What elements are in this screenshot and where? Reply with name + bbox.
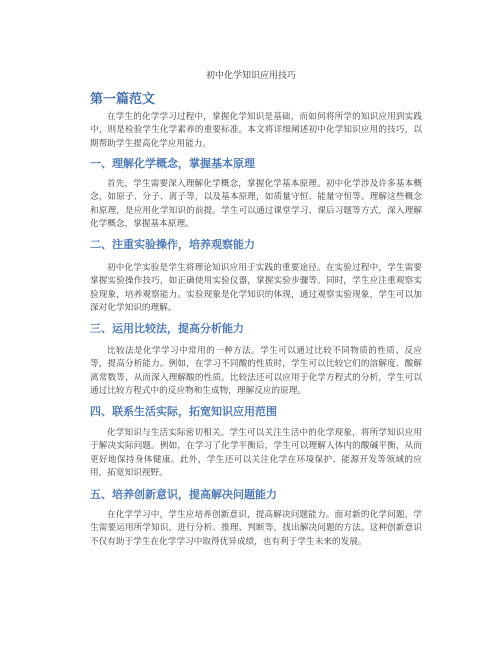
chapter-heading: 第一篇范文: [90, 92, 156, 107]
document-title: 初中化学知识应用技巧: [205, 71, 296, 81]
section-body-5: 在化学学习中，学生应培养创新意识，提高解决问题能力。面对新的化学问题，学生需要运用所学知识，进行分析、推理、判断等，找出解决问题的方法。这种创新意识不仅有助于学生在化学学习中取得优异成绩，也有利于学生未来的发展。: [90, 510, 422, 547]
intro-paragraph: 在学生的化学学习过程中，掌握化学知识是基础，而如何将所学的知识应用到实践中，则是检验学生化学素养的重要标准。本文将详细阐述初中化学知识应用的技巧，以期帮助学生提高化学应用能力。: [90, 112, 422, 149]
section-body-1: 首先，学生需要深入理解化学概念，掌握化学基本原理。初中化学涉及许多基本概念，如原子、分子、离子等，以及基本原理，如质量守恒、能量守恒等。理解这些概念和原理，是应用化学知识的前提。学生可以通过课堂学习、课后习题等方式，深入理解化学概念，掌握基本原理。: [90, 179, 422, 230]
section-heading-3: 三、运用比较法，提高分析能力: [90, 322, 244, 335]
section-body-4: 化学知识与生活实际密切相关。学生可以关注生活中的化学现象，将所学知识应用于解决实际问题。例如，在学习了化学平衡后，学生可以理解人体内的酸碱平衡，从而更好地保持身体健康。此外，学生还可以关注化学在环境保护、能源开发等领域的应用，拓宽知识视野。: [90, 428, 422, 479]
section-heading-2: 二、注重实验操作，培养观察能力: [90, 238, 255, 251]
section-heading-4: 四、联系生活实际，拓宽知识应用范围: [90, 405, 277, 418]
section-body-2: 初中化学实验是学生将理论知识应用于实践的重要途径。在实验过程中，学生需要掌握实验操作技巧，如正确使用实验仪器，掌握实验步骤等。同时，学生应注重观察实验现象，培养观察能力。实验现象是化学知识的体现，通过观察实验现象，学生可以加深对化学知识的理解。: [90, 263, 422, 314]
section-heading-1: 一、理解化学概念，掌握基本原理: [90, 157, 255, 170]
section-body-3: 比较法是化学学习中常用的一种方法。学生可以通过比较不同物质的性质、反应等，提高分析能力。例如，在学习不同酸的性质时，学生可以比较它们的溶解度、酸解离常数等，从而深入理解酸的性质。比较法还可以应用于化学方程式的分析，学生可以通过比较方程式中的反应物和生成物，理解反应的原理。: [90, 346, 422, 397]
section-heading-5: 五、培养创新意识，提高解决问题能力: [90, 488, 277, 501]
